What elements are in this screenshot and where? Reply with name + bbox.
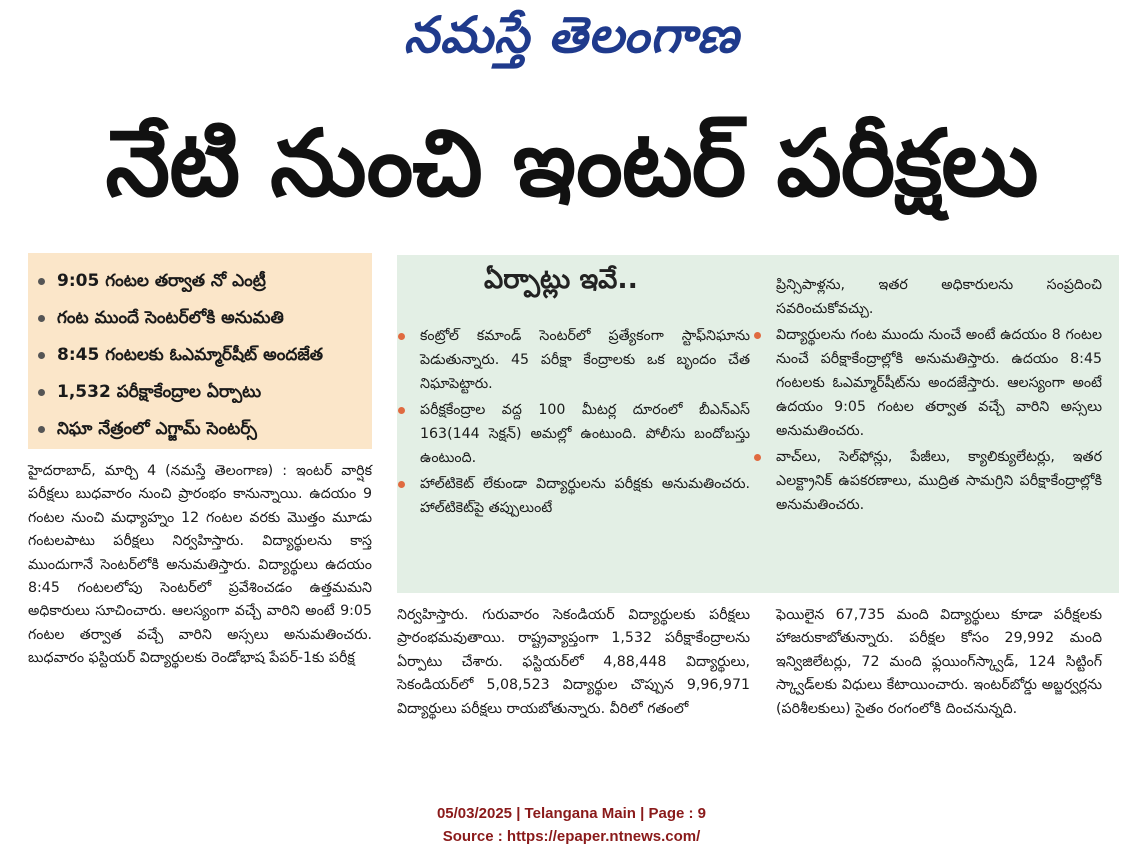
- article-column-right: [776, 604, 1102, 721]
- highlight-text: 9:05 గంటల తర్వాత నో ఎంట్రీ: [57, 271, 266, 291]
- arrangement-text: వాచ్‌లు, సెల్‌ఫోన్లు, పేజీలు, క్యాలిక్యులేటర్లు, ఇతర ఎలక్ట్రానిక్ ఉపకరణాలు, ముద్రిత సామగ్రిని పరీక్షాకేంద్రాల్లోకి అనుమతించరు.: [776, 449, 1102, 513]
- bullet-icon: [754, 454, 761, 461]
- article-text: ఫెయిలైన 67,735 మంది విద్యార్థులు కూడా పరీక్షలకు హాజరుకాబోతున్నారు. పరీక్షల కోసం 29,992 మంది ఇన్విజిలేటర్లు, 72 మంది ఫ్లయింగ్‌స్క్వాడ్, 124 సిట్టింగ్ స్క్వాడ్‌లకు విధులు కేటాయించారు. ఇంటర్‌బోర్డు అబ్జర్వర్లను (పరిశీలకులు) సైతం రంగంలోకి దించనున్నది.: [776, 607, 1102, 717]
- arrangement-text: కంట్రోల్ కమాండ్ సెంటర్‌లో ప్రత్యేకంగా స్టాఫ్‌నిఘాను పెడుతున్నారు. 45 పరీక్షా కేంద్రాలకు ఒక బృందం చేత నిఘాపెట్టారు.: [420, 328, 750, 392]
- arrangement-text: హాల్‌టికెట్ లేకుండా విద్యార్థులను పరీక్షకు అనుమతించరు. హాల్‌టికెట్‌పై తప్పులుంటే: [420, 476, 750, 516]
- bullet-icon: [38, 352, 45, 359]
- highlight-item: [38, 337, 364, 374]
- arrangement-text: పరీక్షకేంద్రాల వద్ద 100 మీటర్ల దూరంలో బీఎన్ఎస్ 163(144 సెక్షన్) అమల్లో ఉంటుంది. పోలీసు బందోబస్తు ఉంటుంది.: [420, 402, 750, 466]
- highlight-text: 8:45 గంటలకు ఓఎమ్మార్‌షీట్ అందజేత: [57, 345, 323, 365]
- bullet-icon: [754, 332, 761, 339]
- bullet-icon: [398, 481, 405, 488]
- article-column-mid: [397, 604, 750, 721]
- bullet-icon: [38, 389, 45, 396]
- highlight-item: [38, 300, 364, 337]
- article-column-left: [28, 460, 372, 671]
- highlight-text: 1,532 పరీక్షాకేంద్రాల ఏర్పాటు: [57, 382, 262, 402]
- arrangements-title: ఏర్పాట్లు ఇవే..: [484, 264, 638, 295]
- footer-source-link[interactable]: Source : https://epaper.ntnews.com/: [442, 828, 701, 845]
- page-headline: నేటి నుంచి ఇంటర్ పరీక్షలు: [105, 110, 1038, 217]
- highlights-box: [28, 253, 372, 449]
- page-footer: [0, 802, 1143, 848]
- arrangement-continuation: ప్రిన్సిపాళ్లను, ఇతర అధికారులను సంప్రదించి సవరించుకోవచ్చు.: [776, 277, 1102, 317]
- arrangement-item: [776, 323, 1102, 443]
- highlight-item: [38, 263, 364, 300]
- article-text: నిర్వహిస్తారు. గురువారం సెకండియర్ విద్యార్థులకు పరీక్షలు ప్రారంభమవుతాయి. రాష్ట్రవ్యాప్తంగా 1,532 పరీక్షాకేంద్రాలను ఏర్పాటు చేశారు. ఫస్టియర్‌లో 4,88,448 విద్యార్థులు, సెకండియర్‌లో 5,08,523 విద్యార్థుల చొప్పున 9,96,971 విద్యార్థులు పరీక్షలు రాయబోతున్నారు. వీరిలో గతంలో: [397, 607, 750, 717]
- highlight-item: [38, 374, 364, 411]
- bullet-icon: [398, 333, 405, 340]
- article-text: హైదరాబాద్, మార్చి 4 (నమస్తే తెలంగాణ) : ఇంటర్ వార్షిక పరీక్షలు బుధవారం నుంచి ప్రారంభం కానున్నాయి. ఉదయం 9 గంటల నుంచి మధ్యాహ్నం 12 గంటల వరకు మొత్తం మూడు గంటలపాటు పరీక్షలు నిర్వహిస్తారు. విద్యార్థులను కాస్త ముందుగానే సెంటర్‌లోకి అనుమతిస్తారు. విద్యార్థులు ఉదయం 8:45 గంటలలోపు సెంటర్‌లో ప్రవేశించడం ఉత్తమమని అధికారులు సూచించారు. ఆలస్యంగా వచ్చే వారిని అంటే 9:05 గంటల తర్వాత వచ్చే వారిని అస్సలు అనుమతించరు. బుధవారం ఫస్టియర్ విద్యార్థులకు రెండోభాష పేపర్-1కు పరీక్ష: [28, 463, 372, 667]
- arrangement-item: [420, 324, 750, 396]
- bullet-icon: [398, 407, 405, 414]
- arrangement-text: విద్యార్థులను గంట ముందు నుంచే అంటే ఉదయం 8 గంటల నుంచే పరీక్షాకేంద్రాల్లోకి అనుమతిస్తారు. ఉదయం 8:45 గంటలకు ఓఎమ్మార్‌షీట్‌ను అందజేస్తారు. ఆలస్యంగా అంటే ఉదయం 9:05 గంటల తర్వాత వచ్చే వారిని అస్సలు అనుమతించరు.: [776, 327, 1102, 439]
- arrangement-item: [776, 445, 1102, 517]
- highlight-text: నిఘా నేత్రంలో ఎగ్జామ్ సెంటర్స్: [57, 419, 257, 439]
- highlight-item: [38, 411, 364, 448]
- arrangement-item: [420, 472, 750, 520]
- arrangements-column-right: [776, 273, 1102, 519]
- newspaper-masthead: నమస్తే తెలంగాణ: [403, 6, 740, 64]
- bullet-icon: [38, 315, 45, 322]
- arrangements-column-mid: [420, 324, 750, 522]
- highlight-text: గంట ముందే సెంటర్‌లోకి అనుమతి: [57, 308, 284, 328]
- footer-date-edition: 05/03/2025 | Telangana Main | Page : 9: [436, 805, 707, 822]
- bullet-icon: [38, 426, 45, 433]
- arrangement-item: [420, 398, 750, 470]
- bullet-icon: [38, 278, 45, 285]
